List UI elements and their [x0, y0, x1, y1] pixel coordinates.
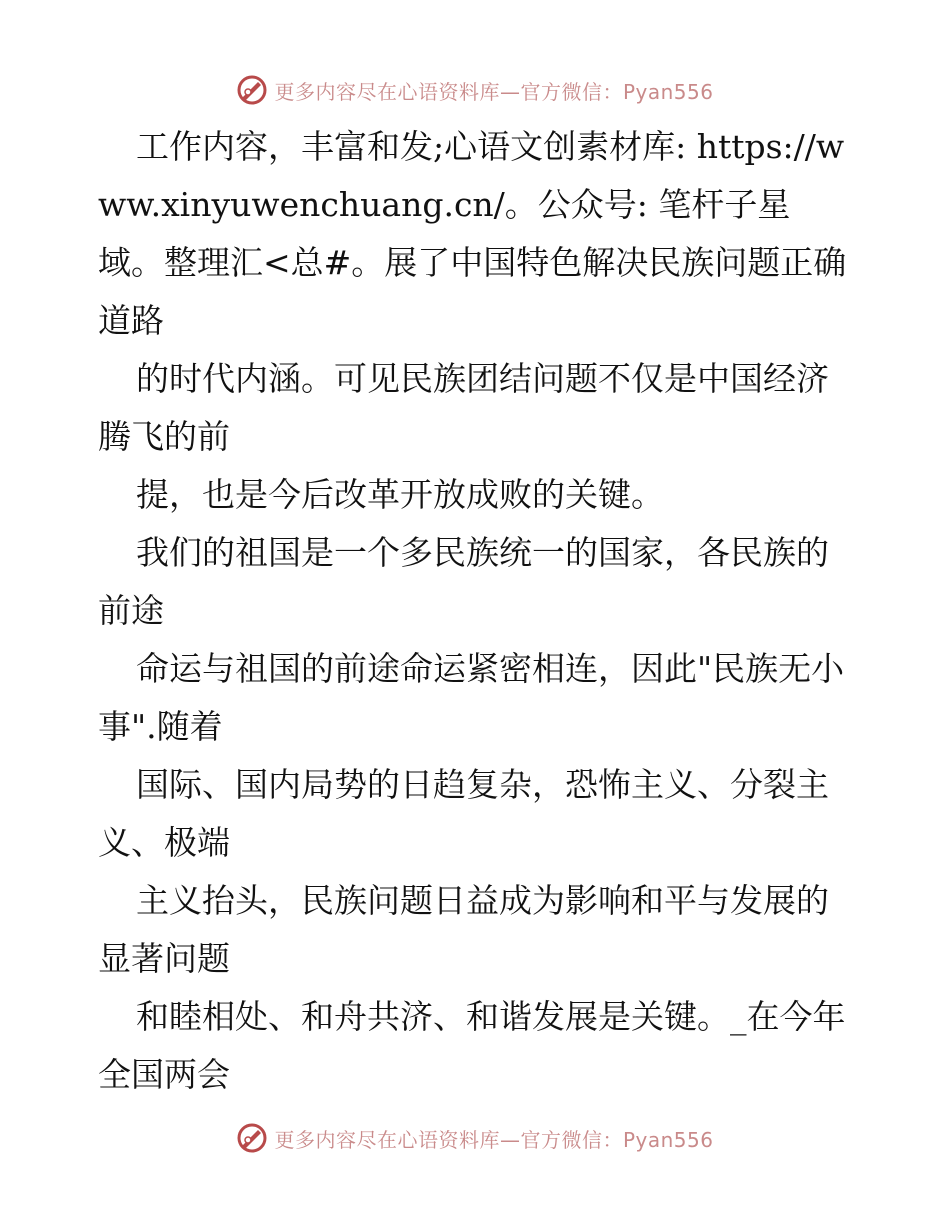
- paragraph-8: 和睦相处、和舟共济、和谐发展是关键。_在今年全国两会: [98, 997, 846, 1094]
- quill-seal-icon: [236, 74, 268, 106]
- paragraph-3: 提，也是今后改革开放成败的关键。: [136, 475, 664, 514]
- document-body: [98, 118, 854, 1104]
- paragraph-5: 命运与祖国的前途命运紧密相连，因此"民族无小事".随着: [98, 649, 845, 746]
- paragraph-2: 的时代内涵。可见民族团结问题不仅是中国经济腾飞的前: [98, 359, 829, 456]
- quill-seal-icon: [236, 1122, 268, 1154]
- paragraph-4: 我们的祖国是一个多民族统一的国家，各民族的前途: [98, 533, 829, 630]
- paragraph-6: 国际、国内局势的日趋复杂，恐怖主义、分裂主义、极端: [98, 765, 829, 862]
- footer-watermark-banner: [0, 1118, 950, 1158]
- header-watermark-banner: [0, 70, 950, 110]
- footer-watermark-text: 更多内容尽在心语资料库—官方微信：Pyan556: [274, 1127, 714, 1152]
- header-watermark-text: 更多内容尽在心语资料库—官方微信：Pyan556: [274, 79, 714, 104]
- paragraph-1: 工作内容，丰富和发;心语文创素材库: https://www.xinyuwenchuang.cn/。公众号: 笔杆子星域。整理汇<总#。展了中国特色解决民族问题正确道路: [98, 127, 847, 340]
- paragraph-7: 主义抬头，民族问题日益成为影响和平与发展的显著问题: [98, 881, 829, 978]
